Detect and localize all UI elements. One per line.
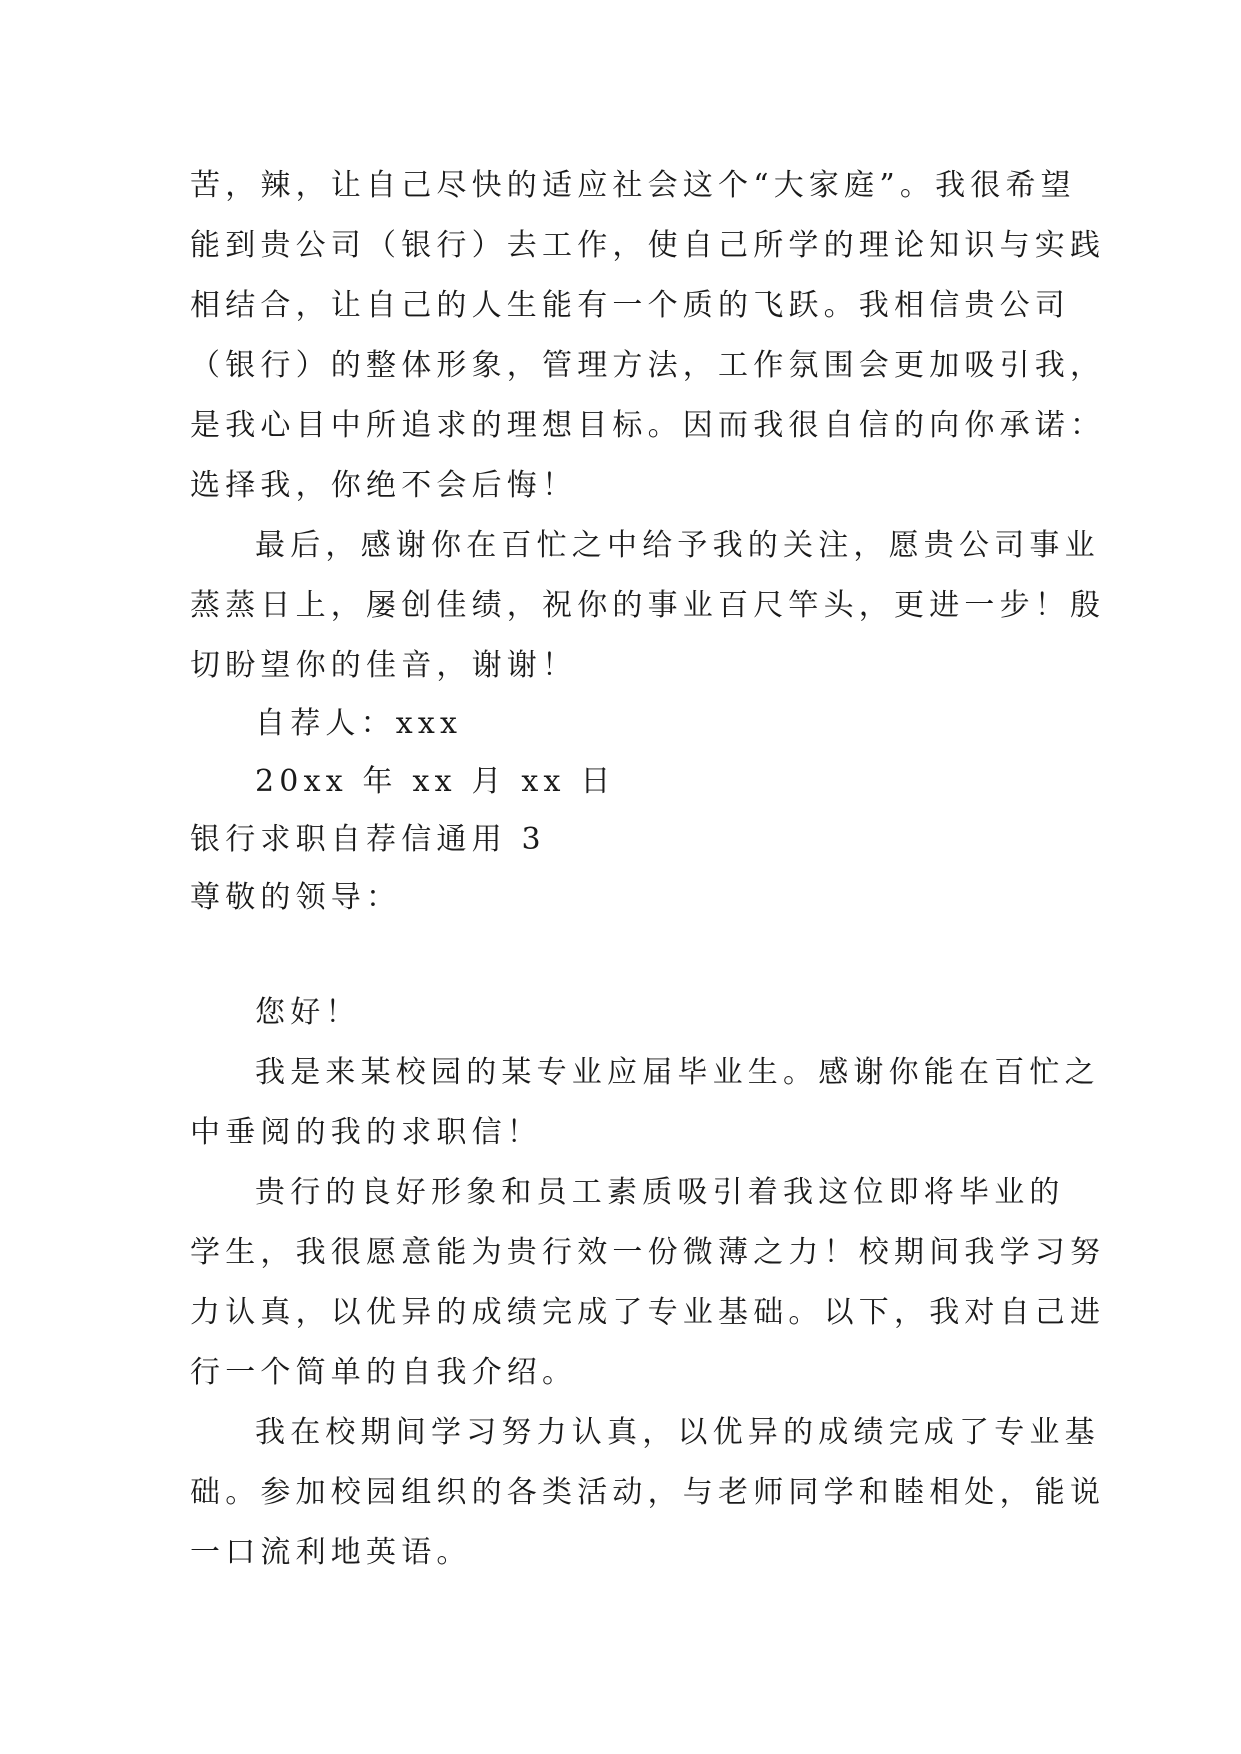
closing-paragraph-line: 切盼望你的佳音，谢谢！ bbox=[190, 648, 578, 683]
body-text-line: 行一个简单的自我介绍。 bbox=[190, 1355, 578, 1390]
body-text-line: 贵行的良好形象和员工素质吸引着我这位即将毕业的 bbox=[255, 1175, 1065, 1210]
section-title: 银行求职自荐信通用 3 bbox=[190, 822, 546, 857]
body-text-line: 础。参加校园组织的各类活动，与老师同学和睦相处，能说 bbox=[190, 1475, 1106, 1510]
body-text-line: 一口流利地英语。 bbox=[190, 1535, 472, 1570]
body-text-line: （银行）的整体形象，管理方法，工作氛围会更加吸引我， bbox=[190, 348, 1106, 383]
body-text-line: 苦，辣，让自己尽快的适应社会这个“大家庭”。我很希望 bbox=[190, 168, 1076, 203]
body-text-line: 力认真，以优异的成绩完成了专业基础。以下，我对自己进 bbox=[190, 1295, 1106, 1330]
body-text-line: 中垂阅的我的求职信！ bbox=[190, 1115, 542, 1150]
body-text-line: 相结合，让自己的人生能有一个质的飞跃。我相信贵公司 bbox=[190, 288, 1070, 323]
body-text-line: 我是来某校园的某专业应届毕业生。感谢你能在百忙之 bbox=[255, 1055, 1100, 1090]
salutation: 尊敬的领导： bbox=[190, 880, 402, 915]
signature-line: 自荐人：xxx bbox=[255, 706, 463, 741]
greeting: 您好！ bbox=[255, 995, 361, 1030]
date-line: 20xx 年 xx 月 xx 日 bbox=[255, 764, 616, 799]
body-text-line: 能到贵公司（银行）去工作，使自己所学的理论知识与实践 bbox=[190, 228, 1106, 263]
closing-paragraph-line: 蒸蒸日上，屡创佳绩，祝你的事业百尺竿头，更进一步！殷 bbox=[190, 588, 1106, 623]
closing-paragraph-line: 最后，感谢你在百忙之中给予我的关注，愿贵公司事业 bbox=[255, 528, 1100, 563]
body-text-line: 是我心目中所追求的理想目标。因而我很自信的向你承诺： bbox=[190, 408, 1106, 443]
body-text-line: 我在校期间学习努力认真，以优异的成绩完成了专业基 bbox=[255, 1415, 1100, 1450]
body-text-line: 学生，我很愿意能为贵行效一份微薄之力！校期间我学习努 bbox=[190, 1235, 1106, 1270]
body-text-line: 选择我，你绝不会后悔！ bbox=[190, 468, 578, 503]
